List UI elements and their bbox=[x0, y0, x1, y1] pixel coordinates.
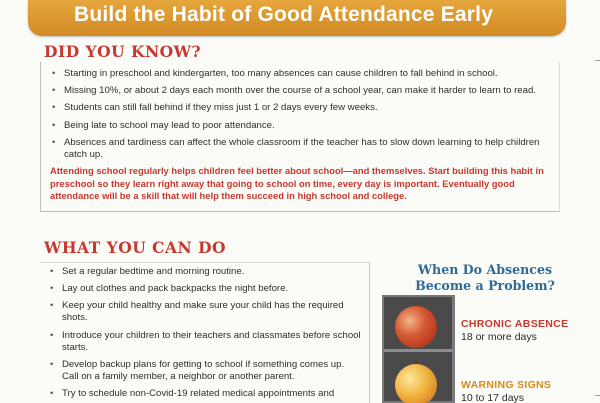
list-item: • Set a regular bedtime and morning routine. bbox=[50, 266, 362, 278]
list-item: • Keep your child healthy and make sure your child has the required shots. bbox=[50, 300, 362, 324]
margin-mark bbox=[595, 60, 600, 61]
list-item: • Being late to school may lead to poor attendance. bbox=[52, 120, 557, 132]
list-item: • Starting in preschool and kindergarten, too many absences can cause children to fall behind in school. bbox=[52, 68, 557, 80]
what-you-can-do-list bbox=[50, 266, 362, 403]
page-title: Build the Habit of Good Attendance Early bbox=[74, 3, 494, 26]
list-item: • Lay out clothes and pack backpacks the night before. bbox=[50, 283, 362, 295]
warning-signs-label: WARNING SIGNS bbox=[461, 379, 552, 391]
list-item: • Students can still fall behind if they miss just 1 or 2 days every few weeks. bbox=[52, 102, 557, 114]
chronic-absence-value: 18 or more days bbox=[461, 331, 537, 343]
list-item: • Absences and tardiness can affect the whole classroom if the teacher has to slow down learning to help children catch up. bbox=[52, 137, 557, 161]
margin-mark bbox=[595, 395, 600, 396]
shelf-divider bbox=[384, 349, 453, 352]
list-item: • Missing 10%, or about 2 days each month over the course of a school year, can make it harder to learn to read. bbox=[52, 85, 557, 97]
title-banner bbox=[28, 0, 566, 36]
absences-heading: When Do Absences Become a Problem? bbox=[415, 262, 555, 293]
list-item: • Introduce your children to their teachers and classmates before school starts. bbox=[50, 330, 362, 354]
list-item: • Develop backup plans for getting to school if something comes up. Call on a family member, a neighbor or another parent. bbox=[50, 359, 362, 383]
yellow-apple-icon bbox=[395, 364, 437, 403]
what-you-can-do-heading: WHAT YOU CAN DO bbox=[44, 238, 227, 257]
did-you-know-list bbox=[52, 68, 557, 166]
attendance-note: Attending school regularly helps children feel better about school—and themselves. Start building this habit in preschool so they learn right away that going to school on time, every day is important. Eventually good attendance will be a skill that will help them succeed in high school and college. bbox=[50, 165, 544, 202]
red-apple-icon bbox=[395, 306, 437, 348]
warning-signs-value: 10 to 17 days bbox=[461, 392, 525, 403]
apple-illustration bbox=[382, 295, 455, 403]
list-item: • Try to schedule non-Covid-19 related medical appointments and bbox=[50, 388, 362, 400]
did-you-know-heading: DID YOU KNOW? bbox=[44, 42, 202, 61]
chronic-absence-label: CHRONIC ABSENCE bbox=[461, 318, 569, 330]
